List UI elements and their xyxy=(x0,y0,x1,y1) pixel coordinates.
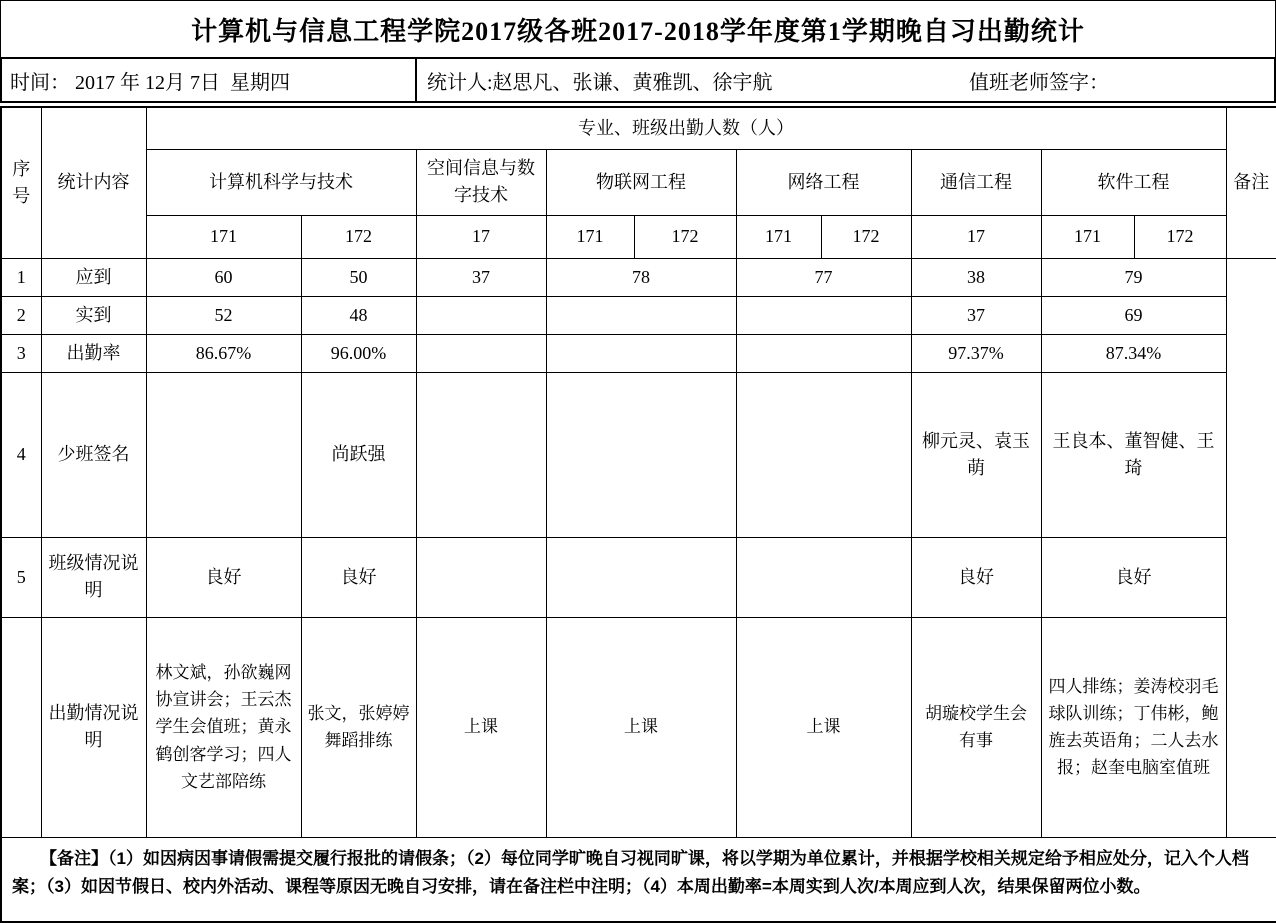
class-software-171: 171 xyxy=(1041,215,1134,258)
major-network: 网络工程 xyxy=(736,149,911,215)
row-number: 3 xyxy=(1,334,41,372)
cell-cs171: 良好 xyxy=(146,537,301,617)
cell-comm: 良好 xyxy=(911,537,1041,617)
cell-cs171: 86.67% xyxy=(146,334,301,372)
cell-iot xyxy=(546,334,736,372)
class-iot-171: 171 xyxy=(546,215,634,258)
cell-software: 87.34% xyxy=(1041,334,1226,372)
cell-iot xyxy=(546,372,736,537)
info-row xyxy=(0,57,1276,103)
table-row xyxy=(1,372,1276,537)
cell-cs172: 96.00% xyxy=(301,334,416,372)
header-seq: 序号 xyxy=(1,107,41,258)
cell-software: 良好 xyxy=(1041,537,1226,617)
table-row xyxy=(1,258,1276,296)
cell-spatial xyxy=(416,296,546,334)
row-number: 4 xyxy=(1,372,41,537)
cell-cs171: 60 xyxy=(146,258,301,296)
row-number xyxy=(1,617,41,837)
class-network-172: 172 xyxy=(821,215,911,258)
major-software: 软件工程 xyxy=(1041,149,1226,215)
table-row xyxy=(1,537,1276,617)
row-number: 1 xyxy=(1,258,41,296)
cell-spatial: 上课 xyxy=(416,617,546,837)
table-row xyxy=(1,296,1276,334)
cell-network xyxy=(736,296,911,334)
cell-network: 上课 xyxy=(736,617,911,837)
row-label: 实到 xyxy=(41,296,146,334)
cell-network xyxy=(736,372,911,537)
cell-software: 四人排练；姜涛校羽毛球队训练；丁伟彬，鲍旌去英语角；二人去水报；赵奎电脑室值班 xyxy=(1041,617,1226,837)
remark-cell xyxy=(1226,258,1276,837)
cell-cs171: 52 xyxy=(146,296,301,334)
header-content: 统计内容 xyxy=(41,107,146,258)
cell-comm: 97.37% xyxy=(911,334,1041,372)
cell-cs172: 50 xyxy=(301,258,416,296)
cell-software: 王良本、董智健、王琦 xyxy=(1041,372,1226,537)
cell-software: 79 xyxy=(1041,258,1226,296)
cell-network: 77 xyxy=(736,258,911,296)
row-label: 出勤率 xyxy=(41,334,146,372)
cell-iot: 上课 xyxy=(546,617,736,837)
cell-cs172: 张文，张婷婷舞蹈排练 xyxy=(301,617,416,837)
cell-cs172: 尚跃强 xyxy=(301,372,416,537)
cell-iot xyxy=(546,296,736,334)
cell-cs172: 良好 xyxy=(301,537,416,617)
cell-spatial xyxy=(416,537,546,617)
row-label: 班级情况说明 xyxy=(41,537,146,617)
row-label: 少班签名 xyxy=(41,372,146,537)
major-iot: 物联网工程 xyxy=(546,149,736,215)
teacher-signature-label: 值班老师签字： xyxy=(969,71,1109,94)
footer-note-row xyxy=(1,837,1276,922)
cell-spatial xyxy=(416,372,546,537)
major-spatial: 空间信息与数字技术 xyxy=(416,149,546,215)
class-cs-171: 171 xyxy=(146,215,301,258)
class-cs-172: 172 xyxy=(301,215,416,258)
cell-software: 69 xyxy=(1041,296,1226,334)
cell-comm: 37 xyxy=(911,296,1041,334)
class-software-172: 172 xyxy=(1134,215,1226,258)
cell-comm: 胡璇校学生会有事 xyxy=(911,617,1041,837)
class-network-171: 171 xyxy=(736,215,821,258)
table-row xyxy=(1,617,1276,837)
cell-cs172: 48 xyxy=(301,296,416,334)
row-number: 2 xyxy=(1,296,41,334)
surveyor-cell xyxy=(416,58,1275,102)
class-spatial-17: 17 xyxy=(416,215,546,258)
cell-iot: 78 xyxy=(546,258,736,296)
row-number: 5 xyxy=(1,537,41,617)
cell-cs171: 林文斌，孙欲巍网协宣讲会；王云杰学生会值班；黄永鹤创客学习；四人文艺部陪练 xyxy=(146,617,301,837)
cell-network xyxy=(736,334,911,372)
header-remark: 备注 xyxy=(1226,107,1276,258)
footer-note: 【备注】（1）如因病因事请假需提交履行报批的请假条；（2）每位同学旷晚自习视同旷课，将以学期为单位累计，并根据学校相关规定给予相应处分，记入个人档案；（3）如因节假日、校内外活动、课程等原因无晚自习安排，请在备注栏中注明；（4）本周出勤率=本周实到人次/本周应到人次，结果保留两位小数。 xyxy=(1,837,1276,922)
row-label: 应到 xyxy=(41,258,146,296)
table-row xyxy=(1,334,1276,372)
attendance-table xyxy=(0,106,1276,923)
page-title: 计算机与信息工程学院2017级各班2017-2018学年度第1学期晚自习出勤统计 xyxy=(0,0,1276,58)
cell-spatial xyxy=(416,334,546,372)
major-comm: 通信工程 xyxy=(911,149,1041,215)
cell-comm: 柳元灵、袁玉萌 xyxy=(911,372,1041,537)
class-comm-17: 17 xyxy=(911,215,1041,258)
cell-cs171 xyxy=(146,372,301,537)
class-iot-172: 172 xyxy=(634,215,736,258)
cell-spatial: 37 xyxy=(416,258,546,296)
major-cs: 计算机科学与技术 xyxy=(146,149,416,215)
header-span: 专业、班级出勤人数（人） xyxy=(146,107,1226,149)
cell-iot xyxy=(546,537,736,617)
row-label: 出勤情况说明 xyxy=(41,617,146,837)
surveyors-label: 统计人:赵思凡、张谦、黄雅凯、徐宇航 xyxy=(427,71,773,94)
cell-network xyxy=(736,537,911,617)
cell-comm: 38 xyxy=(911,258,1041,296)
date-cell: 时间： 2017 年 12月 7日 星期四 xyxy=(1,58,416,102)
